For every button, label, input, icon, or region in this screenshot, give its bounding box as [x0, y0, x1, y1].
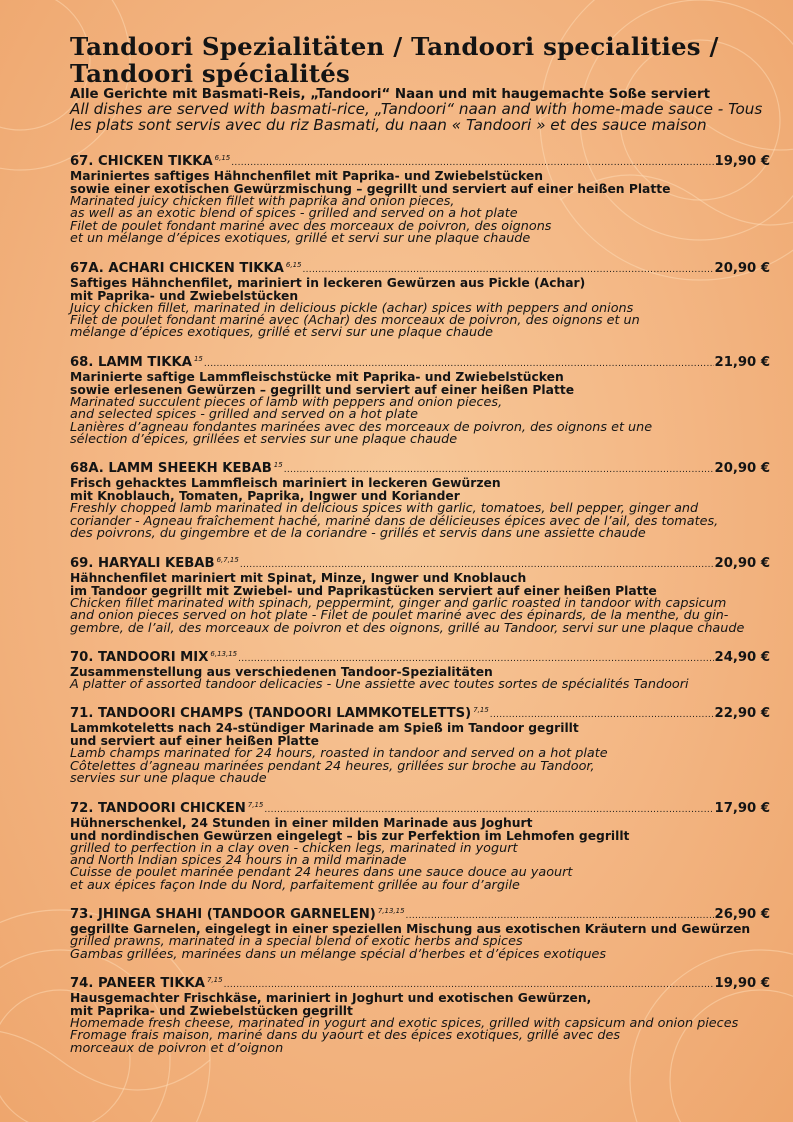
menu-item-description-translations: Homemade fresh cheese, marinated in yogurt and exotic spices, grilled with capsicum and onion pieces Fromage frais maison, mariné dans du yaourt et des épices exotiques, grillé avec des morceaux de poivron et d’oignon	[70, 1015, 739, 1056]
allergen-codes: 6,15	[285, 260, 302, 269]
menu-item-name: 73. JHINGA SHAHI (TANDOOR GARNELEN)	[70, 907, 376, 923]
menu-item-price: 22,90 €	[714, 706, 770, 722]
menu-item-name: 69. HARYALI KEBAB	[70, 555, 215, 571]
menu-item-header	[70, 651, 770, 666]
menu-item-price: 20,90 €	[714, 555, 770, 571]
menu-item-description-translations: Freshly chopped lamb marinated in delicious spices with garlic, tomatoes, bell pepper, ginger and coriander - Agneau fraîchement haché, mariné dans de délicieuses épices avec de l’ail, des tomates, des poivrons, du gingembre et de la coriandre - grillés et servis dans une assiette chaude	[70, 501, 719, 542]
menu-item-price: 20,90 €	[714, 461, 770, 477]
allergen-codes: 6,15	[214, 154, 231, 162]
allergen-codes: 7,15	[247, 800, 264, 809]
menu-item	[70, 356, 770, 447]
dot-leader	[302, 263, 713, 277]
menu-item-description-german: Mariniertes saftiges Hähnchenfilet mit Paprika- und Zwiebelstücken sowie einer exotischen Gewürzmischung – gegrillt und serviert auf einer heißen Platte	[70, 169, 671, 196]
menu-item-price: 19,90 €	[714, 154, 770, 169]
menu-item-header	[70, 908, 770, 923]
menu-item-price: 26,90 €	[714, 907, 770, 923]
menu-item-name: 67. CHICKEN TIKKA	[70, 154, 213, 169]
menu-item	[70, 262, 770, 340]
menu-item-name: 72. TANDOORI CHICKEN	[70, 800, 246, 816]
page-title: Tandoori Spezialitäten / Tandoori specialities / Tandoori spécialités	[70, 32, 719, 88]
menu-item	[70, 557, 770, 635]
menu-item-description-translations: Marinated juicy chicken fillet with paprika and onion pieces, as well as an exotic blend of spices - grilled and served on a hot plate Filet de poulet fondant mariné avec des morceaux de poivron, des oignons et un mélange d’épices exotiques, grillé et servi sur une plaque chaude	[70, 194, 552, 247]
menu-item-header	[70, 262, 770, 277]
menu-item-description-german: Marinierte saftige Lammfleischstücke mit Paprika- und Zwiebelstücken sowie erlesenen Gewürzen – gegrillt und serviert auf einer heißen Platte	[70, 369, 575, 397]
menu-item	[70, 977, 770, 1055]
menu-item-header	[70, 977, 770, 992]
menu-item-description-german: Hausgemachter Frischkäse, mariniert in Joghurt und exotischen Gewürzen, mit Paprika- und Zwiebelstücken gegrillt	[70, 990, 592, 1018]
dot-leader	[490, 708, 714, 722]
menu-item-description-german: Hühnerschenkel, 24 Stunden in einer milden Marinade aus Joghurt und nordindischen Gewürzen eingelegt – bis zur Perfektion im Lehmofen gegrillt	[70, 815, 630, 843]
menu-item	[70, 155, 770, 246]
menu-item-description-german: gegrillte Garnelen, eingelegt in einer speziellen Mischung aus exotischen Kräutern und Gewürzen	[70, 922, 751, 937]
dot-leader	[231, 156, 713, 170]
menu-item-header	[70, 557, 770, 572]
dot-leader	[224, 978, 714, 992]
menu-item-header	[70, 802, 770, 817]
menu-item-description-translations: Marinated succulent pieces of lamb with peppers and onion pieces, and selected spices - grilled and served on a hot plate Lanières d’agneau fondantes marinées avec des morceaux de poivron, des oignons et une sélection d’épices, grillées et servies sur une plaque chaude	[70, 394, 653, 448]
menu-item-price: 24,90 €	[714, 649, 770, 665]
intro-german: Alle Gerichte mit Basmati-Reis, „Tandoori“ Naan und mit haugemachte Soße serviert	[70, 87, 710, 102]
menu-item-description-translations: grilled prawns, marinated in a special blend of exotic herbs and spices Gambas grillées, marinées dans un mélange spécial d’herbes et d’épices exotiques	[70, 934, 607, 962]
menu-item-name: 70. TANDOORI MIX	[70, 649, 209, 665]
allergen-codes: 15	[273, 461, 283, 470]
dot-leader	[204, 357, 714, 371]
dot-leader	[264, 803, 713, 817]
menu-item-header	[70, 155, 770, 170]
allergen-codes: 15	[193, 354, 203, 363]
menu-item	[70, 707, 770, 785]
menu-item-header	[70, 707, 770, 722]
menu-item-description-german: Saftiges Hähnchenfilet, mariniert in leckeren Gewürzen aus Pickle (Achar) mit Paprika- und Zwiebelstücken	[70, 275, 586, 303]
allergen-codes: 7,15	[473, 706, 489, 715]
menu-item	[70, 802, 770, 893]
menu-item	[70, 462, 770, 540]
allergen-codes: 7,13,15	[377, 907, 405, 916]
menu-item-description-german: Frisch gehacktes Lammfleisch mariniert in leckeren Gewürzen mit Knoblauch, Tomaten, Paprika, Ingwer und Koriander	[70, 476, 501, 504]
menu-item	[70, 908, 770, 961]
menu-item-price: 20,90 €	[714, 260, 770, 276]
menu-item	[70, 651, 770, 691]
dot-leader	[406, 909, 714, 923]
menu-item-header	[70, 356, 770, 371]
menu-item-description-translations: Juicy chicken fillet, marinated in delicious pickle (achar) spices with peppers and onions Filet de poulet fondant mariné avec (Achar) des morceaux de poivron, des oignons et un mélange d’épices exotiques, grillé et servi sur une plaque chaude	[70, 300, 640, 341]
menu-item-description-german: Lammkoteletts nach 24-stündiger Marinade am Spieß im Tandoor gegrillt und serviert auf einer heißen Platte	[70, 721, 579, 749]
menu-item-description-translations: A platter of assorted tandoor delicacies - Une assiette avec toutes sortes de spécialités Tandoori	[70, 676, 689, 692]
intro-translations: All dishes are served with basmati-rice, „Tandoori“ naan and with home-made sauce - Tous les plats sont servis avec du riz Basmati, du naan « Tandoori » et des sauce maison	[70, 100, 763, 134]
dot-leader	[240, 558, 714, 572]
allergen-codes: 6,7,15	[216, 555, 239, 564]
menu-item-description-translations: grilled to perfection in a clay oven - chicken legs, marinated in yogurt and North Indian spices 24 hours in a mild marinade Cuisse de poulet marinée pendant 24 heures dans une sauce douce au yaourt et aux épices façon Inde du Nord, parfaitement grillée au four d’argile	[70, 840, 573, 893]
allergen-codes: 6,13,15	[210, 649, 238, 658]
dot-leader	[238, 652, 713, 666]
menu-item-name: 68A. LAMM SHEEKH KEBAB	[70, 461, 272, 477]
menu-item-description-german: Zusammenstellung aus verschiedenen Tandoor-Spezialitäten	[70, 664, 493, 679]
menu-page	[70, 33, 770, 1071]
allergen-codes: 7,15	[206, 975, 223, 984]
menu-item-name: 68. LAMM TIKKA	[70, 354, 192, 370]
menu-item-description-translations: Lamb champs marinated for 24 hours, roasted in tandoor and served on a hot plate Côtelettes d’agneau marinées pendant 24 heures, grillées sur broche au Tandoor, servies sur une plaque chaude	[70, 746, 608, 787]
menu-item-price: 21,90 €	[714, 354, 770, 370]
menu-item-description-translations: Chicken fillet marinated with spinach, peppermint, ginger and garlic roasted in tandoor with capsicum and onion pieces served on hot plate - Filet de poulet mariné avec des épinards, de la menthe, du gin- gembre, de l’ail, des morceaux de poivron et des oignons, grillé au Tandoor, servi sur une plaque chaude	[70, 595, 745, 636]
menu-items	[70, 155, 770, 1055]
menu-item-header	[70, 462, 770, 477]
menu-item-name: 67A. ACHARI CHICKEN TIKKA	[70, 260, 284, 276]
dot-leader	[284, 463, 714, 477]
menu-item-name: 74. PANEER TIKKA	[70, 975, 205, 991]
intro-block	[70, 87, 770, 133]
menu-item-name: 71. TANDOORI CHAMPS (TANDOORI LAMMKOTELETTS)	[70, 706, 472, 722]
menu-item-price: 17,90 €	[714, 800, 770, 816]
menu-item-price: 19,90 €	[714, 975, 770, 991]
menu-item-description-german: Hähnchenfilet mariniert mit Spinat, Minze, Ingwer und Knoblauch im Tandoor gegrillt mit Zwiebel- und Paprikastücken serviert auf einer heißen Platte	[70, 570, 657, 598]
